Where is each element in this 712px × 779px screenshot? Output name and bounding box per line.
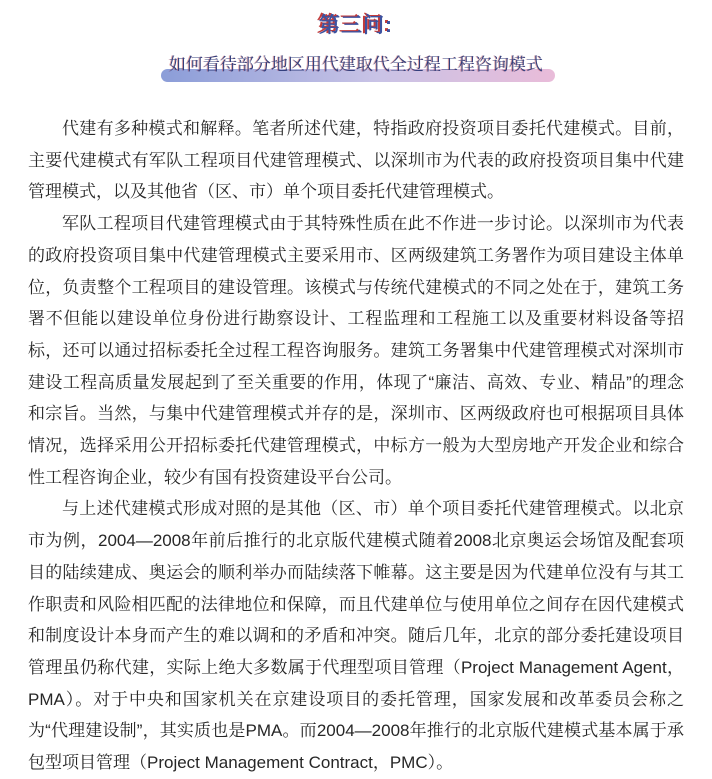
paragraph: 代建有多种模式和解释。笔者所述代建，特指政府投资项目委托代建模式。目前，主要代建模式有军队工程项目代建管理模式、以深圳市为代表的政府投资项目集中代建管理模式，以及其他省（区、市）单个项目委托代建管理模式。 xyxy=(28,119,684,202)
page-title: 第三问: xyxy=(319,14,393,37)
page-subtitle-highlighted: 如何看待部分地区用代建取代全过程工程咨询模式 xyxy=(169,53,543,77)
paragraph: 军队工程项目代建管理模式由于其特殊性质在此不作进一步讨论。以深圳市为代表的政府投资项目集中代建管理模式主要采用市、区两级建筑工务署作为项目建设主体单位，负责整个工程项目的建设管理。该模式与传统代建模式的不同之处在于，建筑工务署不但能以建设单位身份进行勘察设计、工程监理和工程施工以及重要材料设备等招标，还可以通过招标委托全过程工程咨询服务。建筑工务署集中代建管理模式对深圳市建设工程高质量发展起到了至关重要的作用，体现了“廉洁、高效、专业、精品”的理念和宗旨。当然，与集中代建管理模式并存的是，深圳市、区两级政府也可根据项目具体情况，选择采用公开招标委托代建管理模式，中标方一般为大型房地产开发企业和综合性工程咨询企业，较少有国有投资建设平台公司。 xyxy=(28,214,684,487)
article-body xyxy=(28,113,684,779)
subtitle-row xyxy=(28,53,684,77)
paragraph: 与上述代建模式形成对照的是其他（区、市）单个项目委托代建管理模式。以北京市为例，2004—2008年前后推行的北京版代建模式随着2008北京奥运会场馆及配套项目的陆续建成、奥运会的顺利举办而陆续落下帷幕。这主要是因为代建单位没有与其工作职责和风险相匹配的法律地位和保障，而且代建单位与使用单位之间存在因代建模式和制度设计本身而产生的难以调和的矛盾和冲突。随后几年，北京的部分委托建设项目管理虽仍称代建，实际上绝大多数属于代理型项目管理（Project Management Agent，PMA）。对于中央和国家机关在京建设项目的委托管理，国家发展和改革委员会称之为“代理建设制”，其实质也是PMA。而2004—2008年推行的北京版代建模式基本属于承包型项目管理（Project Management Contract，PMC）。 xyxy=(28,499,684,773)
